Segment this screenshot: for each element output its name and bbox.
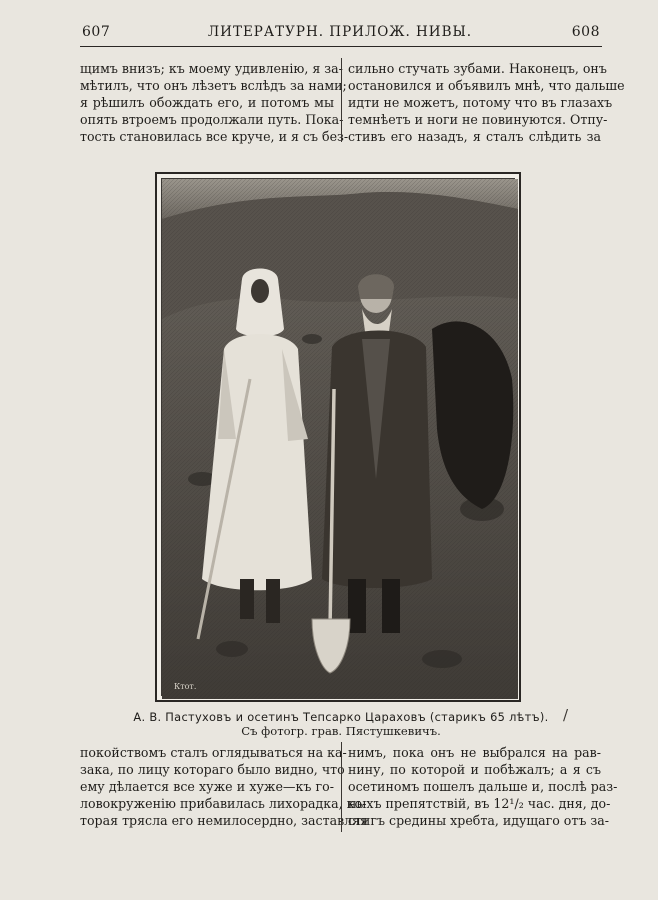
- text-line: тость становилась все круче, и я съ без-: [80, 129, 349, 144]
- text-line: нимъ, пока онъ не выбрался на рав-: [348, 745, 601, 760]
- caption-credit: Съ фотогр. грав. Пястушкевичъ.: [241, 724, 441, 738]
- text-line: нину, по которой и побѣжалъ; а я съ: [348, 762, 601, 777]
- text-line: осетиномъ пошелъ дальше и, послѣ раз-: [348, 779, 618, 794]
- text-line: покойствомъ сталъ оглядываться на ка-: [80, 745, 347, 760]
- column-divider-top: [341, 58, 342, 142]
- header-rule: [80, 46, 602, 47]
- text-line: идти не можетъ, потому что въ глазахъ: [348, 95, 613, 110]
- journal-title: ЛИТЕРАТУРН. ПРИЛОЖ. НИВЫ.: [207, 24, 473, 40]
- text-line: я рѣшилъ обождать его, и потомъ мы: [80, 95, 334, 110]
- caption-title: А. В. Пастуховъ и осетинъ Тепсарко Цараховъ (старикъ 65 лѣтъ).: [133, 710, 549, 724]
- engraving-image: [161, 178, 515, 696]
- page-number-right: 608: [571, 24, 600, 40]
- page-number-left: 607: [82, 24, 111, 40]
- engraving-figure: [155, 172, 521, 702]
- running-header: [80, 22, 600, 44]
- text-line: темнѣетъ и ноги не повинуются. Отпу-: [348, 112, 608, 127]
- text-line: зака, по лицу котораго было видно, что: [80, 762, 345, 777]
- margin-mark: /: [563, 706, 569, 724]
- text-column-bottom-left: [80, 744, 369, 829]
- figure-caption: [80, 710, 602, 738]
- text-line: остановился и объявилъ мнѣ, что дальше: [348, 78, 625, 93]
- text-column-top-right: [348, 60, 625, 145]
- text-line: ловокруженію прибавилась лихорадка, ко-: [80, 796, 367, 811]
- text-line: сильно стучать зубами. Наконецъ, онъ: [348, 61, 607, 76]
- text-line: стигъ средины хребта, идущаго отъ за-: [348, 813, 610, 828]
- text-line: мѣтилъ, что онъ лѣзетъ вслѣдъ за нами;: [80, 78, 347, 93]
- text-line: опять втроемъ продолжали путь. Пока-: [80, 112, 344, 127]
- column-divider-bottom: [341, 742, 342, 832]
- text-column-top-left: [80, 60, 349, 145]
- text-line: ныхъ препятствій, въ 12¹/₂ час. дня, до-: [348, 796, 611, 811]
- engraver-signature: Ктот.: [174, 682, 197, 691]
- text-column-bottom-right: [348, 744, 618, 829]
- text-line: торая трясла его немилосердно, заставляя: [80, 813, 369, 828]
- text-line: щимъ внизъ; къ моему удивленію, я за-: [80, 61, 343, 76]
- text-line: ему дѣлается все хуже и хуже—къ го-: [80, 779, 334, 794]
- text-line: стивъ его назадъ, я сталъ слѣдить за: [348, 129, 601, 144]
